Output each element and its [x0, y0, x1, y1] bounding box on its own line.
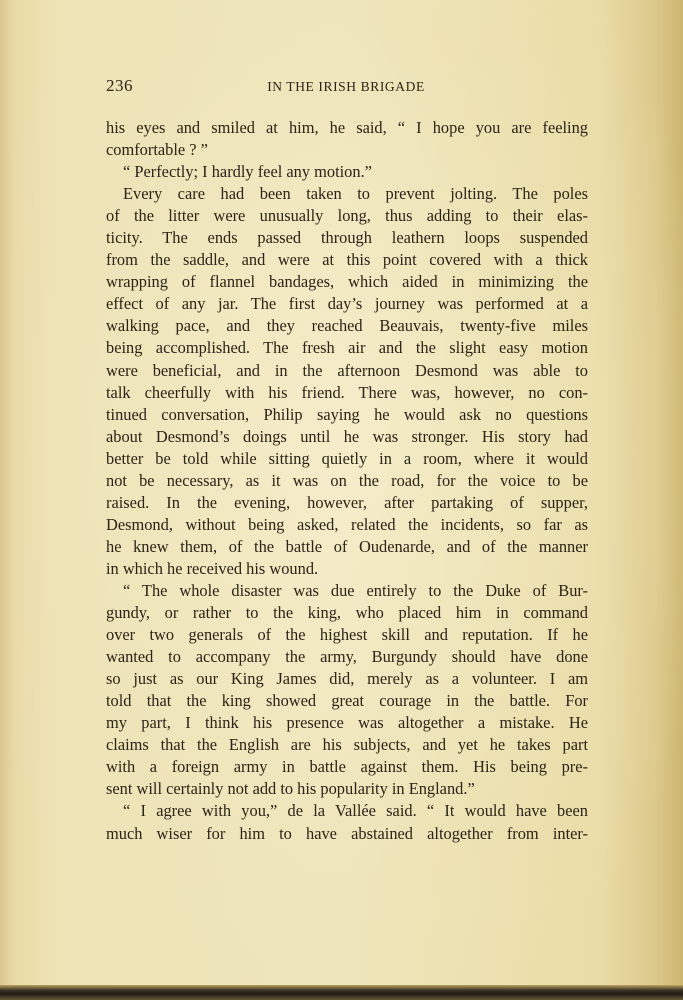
- text-line: so just as our King James did, merely as a volunteer. I am: [106, 669, 588, 689]
- text-line: “ Perfectly; I hardly feel any motion.”: [123, 162, 372, 182]
- text-line: claims that the English are his subjects, and yet he takes part: [106, 735, 588, 755]
- text-line: wrapping of flannel bandages, which aided in minimizing the: [106, 272, 588, 292]
- text-line: my part, I think his presence was altogether a mistake. He: [106, 713, 588, 733]
- text-line: not be necessary, as it was on the road, for the voice to be: [106, 470, 588, 490]
- text-line: raised. In the evening, however, after partaking of supper,: [106, 492, 588, 512]
- text-line: ticity. The ends passed through leathern loops suspended: [106, 228, 588, 248]
- text-line: about Desmond’s doings until he was stronger. His story had: [106, 426, 588, 446]
- text-line: with a foreign army in battle against them. His being pre-: [106, 757, 588, 777]
- text-line: in which he received his wound.: [106, 558, 319, 578]
- text-line: told that the king showed great courage in the battle. For: [106, 691, 588, 711]
- running-head: IN THE IRISH BRIGADE: [267, 79, 425, 94]
- page-left-edge: [0, 0, 14, 1000]
- text-line: comfortable ? ”: [106, 140, 208, 160]
- text-line: much wiser for him to have abstained altogether from inter-: [106, 823, 588, 843]
- text-line: of the litter were unusually long, thus adding to their elas-: [106, 206, 588, 226]
- text-line: Every care had been taken to prevent jolting. The poles: [123, 184, 588, 204]
- text-line: talk cheerfully with his friend. There was, however, no con-: [106, 382, 588, 402]
- text-line: being accomplished. The fresh air and the slight easy motion: [106, 338, 588, 358]
- page-header: [106, 76, 586, 100]
- text-line: from the saddle, and were at this point covered with a thick: [106, 250, 588, 270]
- body-text: [106, 117, 588, 845]
- page-number: 236: [106, 76, 133, 95]
- page-bottom-edge: [0, 985, 683, 1000]
- text-line: better be told while sitting quietly in a room, where it would: [106, 448, 588, 468]
- text-line: his eyes and smiled at him, he said, “ I hope you are feeling: [106, 118, 588, 137]
- text-line: Desmond, without being asked, related the incidents, so far as: [106, 514, 588, 534]
- text-line: wanted to accompany the army, Burgundy should have done: [106, 647, 588, 667]
- text-line: were beneficial, and in the afternoon Desmond was able to: [106, 360, 588, 380]
- text-line: he knew them, of the battle of Oudenarde, and of the manner: [106, 536, 588, 556]
- text-line: effect of any jar. The first day’s journey was performed at a: [106, 294, 588, 314]
- text-line: “ The whole disaster was due entirely to the Duke of Bur-: [123, 580, 588, 600]
- text-line: tinued conversation, Philip saying he would ask no questions: [106, 404, 588, 424]
- text-line: over two generals of the highest skill and reputation. If he: [106, 625, 588, 645]
- text-line: “ I agree with you,” de la Vallée said. “ It would have been: [123, 801, 588, 821]
- text-line: gundy, or rather to the king, who placed him in command: [106, 603, 588, 623]
- text-line: sent will certainly not add to his popularity in England.”: [106, 779, 475, 799]
- text-line: walking pace, and they reached Beauvais, twenty-five miles: [106, 316, 588, 336]
